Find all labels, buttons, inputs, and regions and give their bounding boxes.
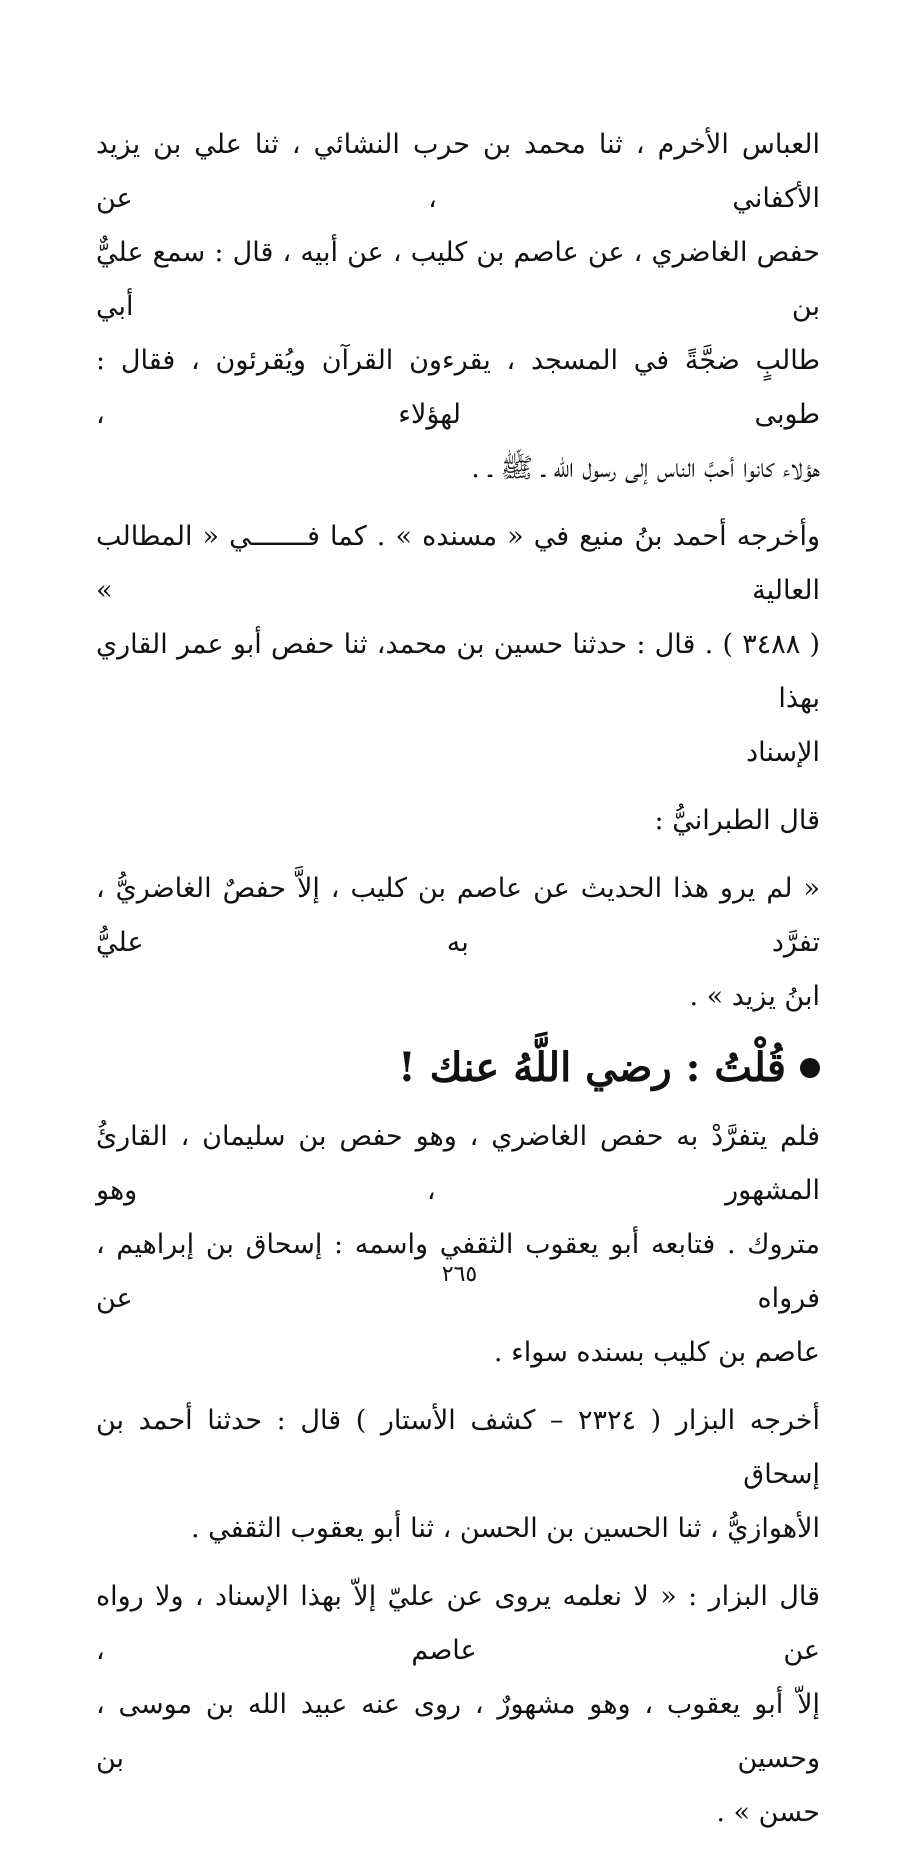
text-line: متروك . فتابعه أبو يعقوب الثقفي واسمه : إسحاق بن إبراهيم ، فرواه عن (96, 1229, 820, 1314)
paragraph-ahmad-ibn-mani (96, 510, 820, 780)
bullet-icon (800, 1058, 820, 1078)
text-line: العباس الأخرم ، ثنا محمد بن حرب النشائي ، ثنا علي بن يزيد الأكفاني ، عن (96, 129, 820, 214)
heading-text: قُلْتُ : رضي اللَّهُ عنك ! (398, 1044, 786, 1091)
text-line: قال الطبرانيُّ : (654, 805, 820, 836)
paragraph-bazzar-source (96, 1394, 820, 1556)
paragraph-mutaba (96, 1110, 820, 1380)
paragraph-bazzar-comment (96, 1570, 820, 1840)
text-line: الإسناد (746, 737, 820, 768)
text-line: وأخرجه أحمد بنُ منيع في « مسنده » . كما فـــــــي « المطالب العالية » (96, 521, 820, 606)
text-line: فلم يتفرَّدْ به حفص الغاضري ، وهو حفص بن سليمان ، القارئُ المشهور ، وهو (96, 1121, 820, 1206)
text-line: حسن » . (716, 1797, 820, 1828)
text-line: أخرجه البزار ( ٢٣٢٤ – كشف الأستار ) قال : حدثنا أحمد بن إسحاق (96, 1405, 820, 1490)
text-line: عاصم بن كليب بسنده سواء . (493, 1337, 820, 1368)
paragraph-tabarani-quote (96, 862, 820, 1024)
paragraph-tabarani-label (96, 794, 820, 848)
text-line: حفص الغاضري ، عن عاصم بن كليب ، عن أبيه ، قال : سمع عليٌّ بن أبي (96, 237, 820, 322)
text-line: إلاّ أبو يعقوب ، وهو مشهورٌ ، روى عنه عبيد الله بن موسى ، وحسين بن (96, 1689, 820, 1774)
page-number: ٢٦٥ (441, 1262, 478, 1287)
text-line: الأهوازيُّ ، ثنا الحسين بن الحسن ، ثنا أبو يعقوب الثقفي . (191, 1513, 820, 1544)
section-heading (96, 1038, 820, 1098)
text-line: « لم يرو هذا الحديث عن عاصم بن كليب ، إلاَّ حفصٌ الغاضريُّ ، تفرَّد به عليُّ (96, 873, 820, 958)
page-body (96, 118, 820, 1854)
text-line: هؤلاء كانوا أحبَّ الناس إلى رسول الله ـ ﷺ ـ . (471, 453, 820, 484)
text-line: قال البزار : « لا نعلمه يروى عن عليّ إلاّ بهذا الإسناد ، ولا رواه عن عاصم ، (96, 1581, 820, 1666)
paragraph-isnad-chain (96, 118, 820, 496)
text-line: ابنُ يزيد » . (689, 981, 820, 1012)
text-line: ( ٣٤٨٨ ) . قال : حدثنا حسين بن محمد، ثنا حفص أبو عمر القاري بهذا (96, 629, 820, 714)
text-line: طالبٍ ضجَّةً في المسجد ، يقرءون القرآن ويُقرئون ، فقال : طوبى لهؤلاء ، (96, 345, 820, 430)
